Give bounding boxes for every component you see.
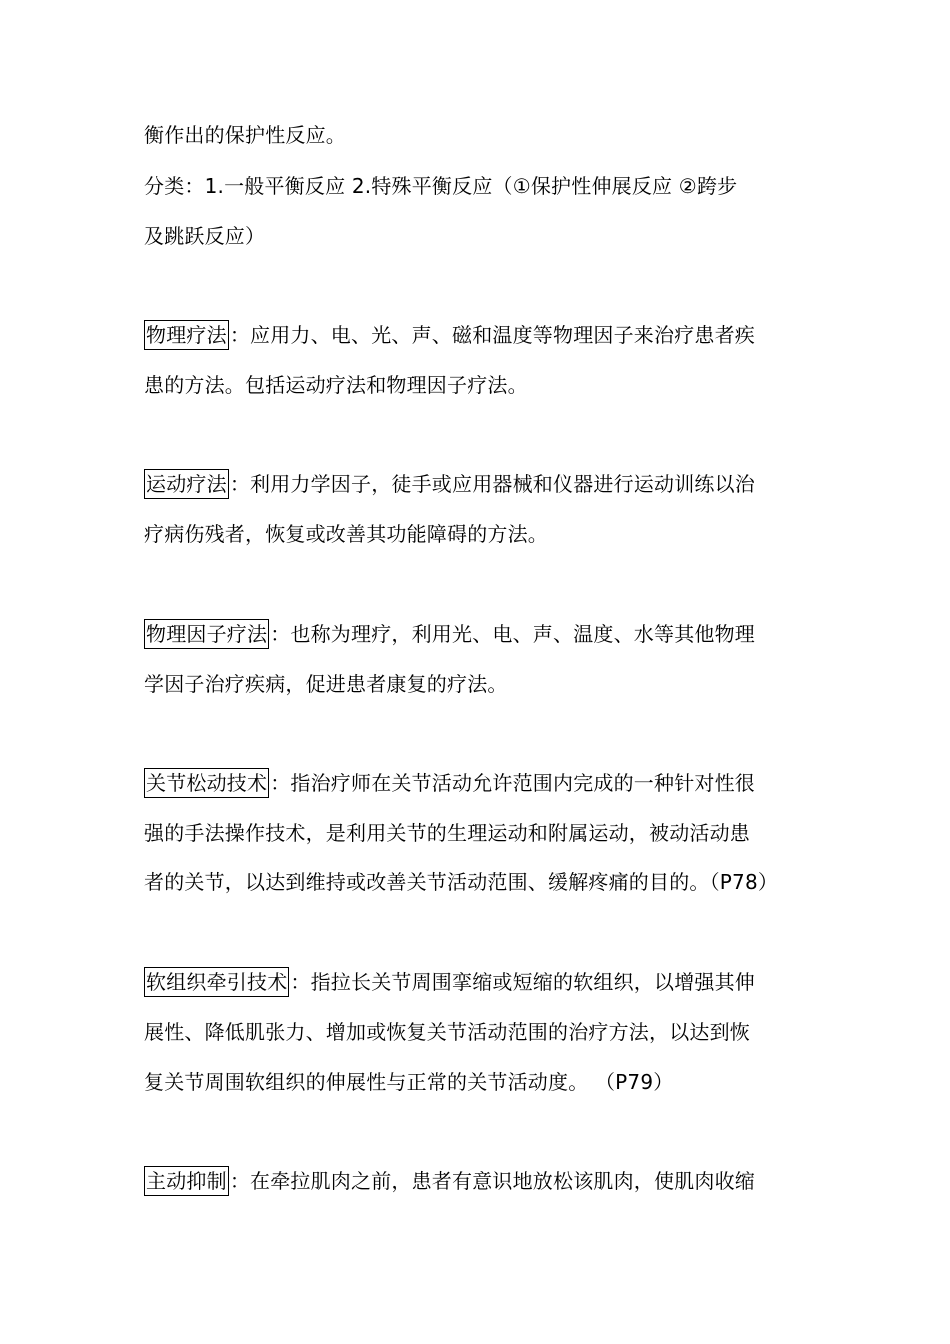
definition-text: ：应用力、电、光、声、磁和温度等物理因子来治疗患者疾 [229, 323, 756, 347]
entry-physical-agent-therapy-line-2: 学因子治疗疾病，促进患者康复的疗法。 [144, 672, 508, 696]
definition-text: ：利用力学因子，徒手或应用器械和仪器进行运动训练以治 [229, 472, 756, 496]
term-exercise-therapy: 运动疗法 [144, 469, 229, 499]
definition-text: ：也称为理疗，利用光、电、声、温度、水等其他物理 [270, 622, 756, 646]
definition-text: ：指拉长关节周围挛缩或短缩的软组织，以增强其伸 [290, 970, 756, 994]
entry-physical-therapy-line-1 [144, 320, 755, 350]
term-physical-agent-therapy: 物理因子疗法 [144, 619, 269, 649]
definition-text: ：指治疗师在关节活动允许范围内完成的一种针对性很 [270, 771, 756, 795]
term-physical-therapy: 物理疗法 [144, 320, 229, 350]
entry-joint-mobilization-line-3: 者的关节，以达到维持或改善关节活动范围、缓解疼痛的目的。（P78） [144, 870, 779, 894]
entry-active-inhibition-line-1 [144, 1166, 755, 1196]
entry-soft-tissue-traction-line-3: 复关节周围软组织的伸展性与正常的关节活动度。 （P79） [144, 1070, 674, 1094]
entry-physical-agent-therapy-line-1 [144, 619, 755, 649]
term-soft-tissue-traction: 软组织牵引技术 [144, 967, 289, 997]
intro-line-1: 衡作出的保护性反应。 [144, 123, 346, 147]
intro-line-2: 分类：1.一般平衡反应 2.特殊平衡反应（①保护性伸展反应 ②跨步 [144, 174, 738, 198]
entry-joint-mobilization-line-2: 强的手法操作技术，是利用关节的生理运动和附属运动，被动活动患 [144, 821, 750, 845]
term-joint-mobilization: 关节松动技术 [144, 768, 269, 798]
entry-physical-therapy-line-2: 患的方法。包括运动疗法和物理因子疗法。 [144, 373, 528, 397]
entry-soft-tissue-traction-line-2: 展性、降低肌张力、增加或恢复关节活动范围的治疗方法，以达到恢 [144, 1020, 750, 1044]
term-active-inhibition: 主动抑制 [144, 1166, 229, 1196]
entry-soft-tissue-traction-line-1 [144, 967, 755, 997]
intro-line-3: 及跳跃反应） [144, 224, 266, 248]
entry-joint-mobilization-line-1 [144, 768, 755, 798]
entry-exercise-therapy-line-1 [144, 469, 755, 499]
definition-text: ：在牵拉肌肉之前，患者有意识地放松该肌肉，使肌肉收缩 [229, 1169, 756, 1193]
entry-exercise-therapy-line-2: 疗病伤残者，恢复或改善其功能障碍的方法。 [144, 522, 548, 546]
